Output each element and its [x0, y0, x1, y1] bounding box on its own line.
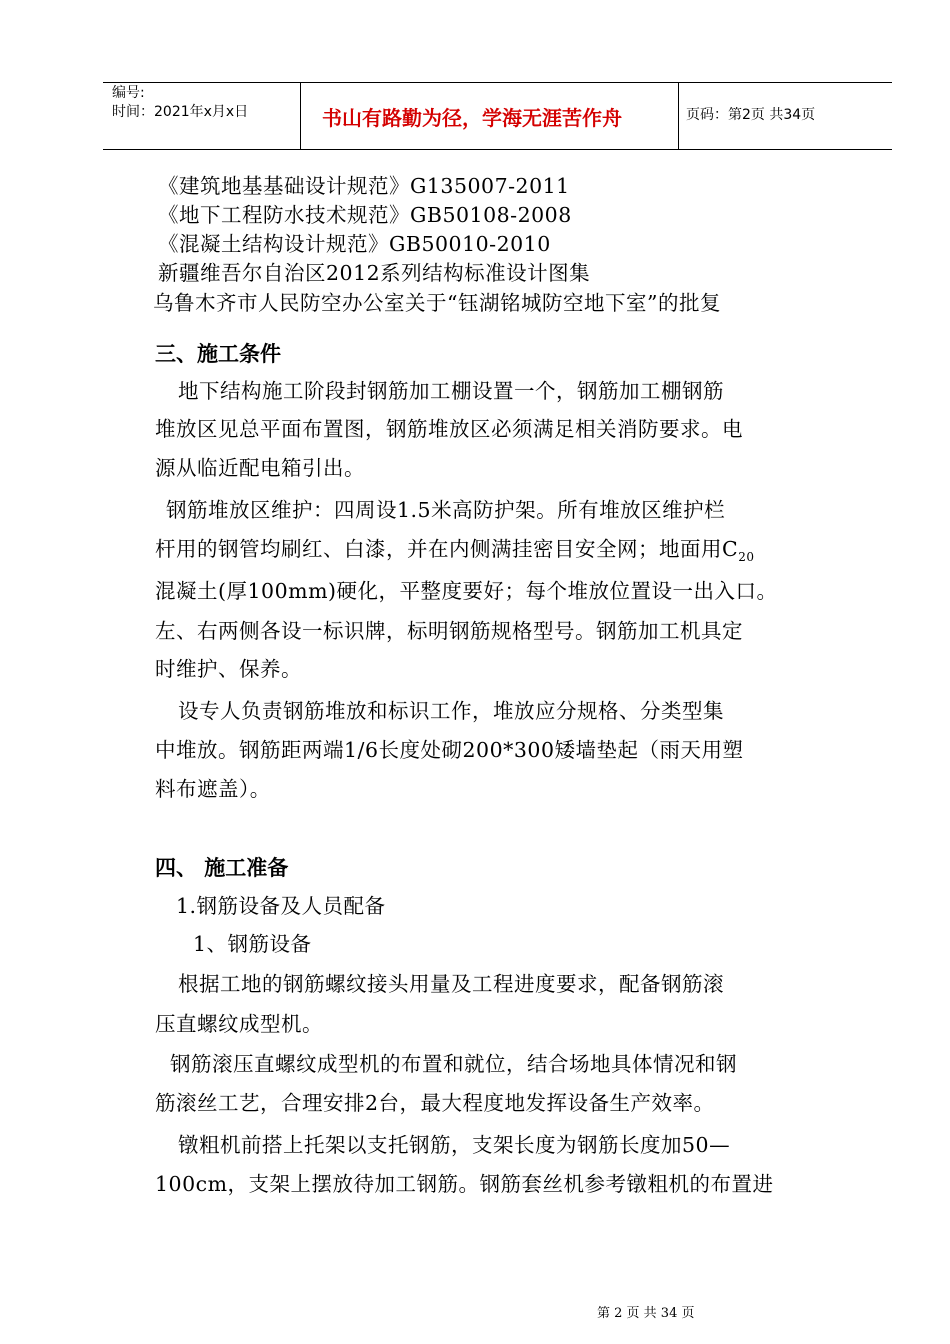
paragraph-line: 源从临近配电箱引出。: [155, 456, 365, 480]
section-heading: 四、 施工准备: [155, 856, 289, 880]
concrete-grade-subscript: 20: [738, 550, 755, 565]
paragraph-line: 地下结构施工阶段封钢筋加工棚设置一个，钢筋加工棚钢筋: [178, 379, 724, 403]
reference-item: 乌鲁木齐市人民防空办公室关于“钰湖铭城防空地下室”的批复: [153, 291, 721, 315]
paragraph-line: 钢筋滚压直螺纹成型机的布置和就位，结合场地具体情况和钢: [170, 1052, 737, 1076]
document-number-label: 编号:: [112, 85, 145, 101]
header-bottom-rule: [103, 149, 892, 150]
paragraph-line: 堆放区见总平面布置图，钢筋堆放区必须满足相关消防要求。电: [155, 417, 743, 441]
paragraph-line: 左、右两侧各设一标识牌，标明钢筋规格型号。钢筋加工机具定: [155, 619, 743, 643]
paragraph-line: 根据工地的钢筋螺纹接头用量及工程进度要求，配备钢筋滚: [178, 972, 724, 996]
paragraph-text: 杆用的钢管均刷红、白漆，并在内侧满挂密目安全网；地面用C: [155, 537, 739, 561]
paragraph-line: 钢筋堆放区维护：四周设1.5米高防护架。所有堆放区维护栏: [166, 498, 726, 522]
paragraph-line-with-subscript: [155, 536, 754, 570]
reference-item: 《地下工程防水技术规范》GB50108-2008: [158, 203, 572, 227]
subsection-heading: 1、钢筋设备: [193, 932, 312, 956]
header-motto: 书山有路勤为径，学海无涯苦作舟: [322, 106, 622, 130]
paragraph-line: 100cm，支架上摆放待加工钢筋。钢筋套丝机参考镦粗机的布置进: [155, 1172, 774, 1196]
paragraph-line: 压直螺纹成型机。: [155, 1012, 323, 1036]
paragraph-line: 筋滚丝工艺，合理安排2台，最大程度地发挥设备生产效率。: [155, 1091, 715, 1115]
paragraph-line: 镦粗机前搭上托架以支托钢筋，支架长度为钢筋长度加50—: [178, 1133, 731, 1157]
header-top-rule: [103, 82, 892, 83]
section-heading: 三、施工条件: [155, 342, 281, 366]
subsection-heading: 1.钢筋设备及人员配备: [176, 894, 386, 918]
page-footer: 第 2 页 共 34 页: [597, 1306, 695, 1321]
reference-item: 《建筑地基基础设计规范》G135007-2011: [158, 174, 570, 198]
header-divider-right: [678, 82, 679, 149]
paragraph-line: 设专人负责钢筋堆放和标识工作，堆放应分规格、分类型集: [178, 699, 724, 723]
page-indicator: 页码：第2页 共34页: [686, 107, 816, 123]
paragraph-line: 混凝土(厚100mm)硬化，平整度要好；每个堆放位置设一出入口。: [155, 579, 778, 603]
reference-item: 《混凝土结构设计规范》GB50010-2010: [158, 232, 551, 256]
paragraph-line: 中堆放。钢筋距两端1/6长度处砌200*300矮墙垫起（雨天用塑: [155, 738, 744, 762]
document-date-label: 时间：2021年x月x日: [112, 104, 249, 120]
paragraph-line: 时维护、保养。: [155, 657, 302, 681]
paragraph-line: 料布遮盖）。: [155, 777, 271, 801]
header-divider-left: [300, 82, 301, 149]
reference-item: 新疆维吾尔自治区2012系列结构标准设计图集: [158, 261, 591, 285]
